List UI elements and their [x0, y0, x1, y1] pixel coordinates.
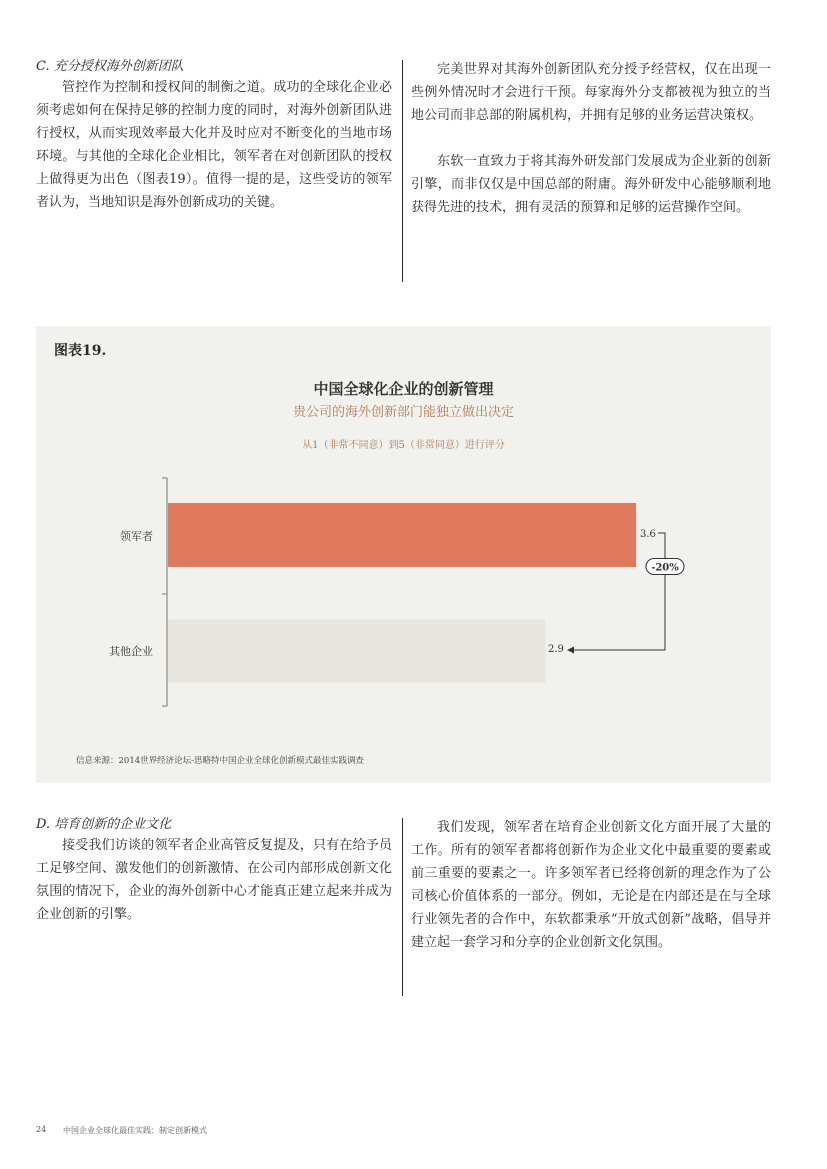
right-bottom-paragraph: 我们发现，领军者在培育企业创新文化方面开展了大量的工作。所有的领军者都将创新作为企业文化中最重要的要素或前三重要的要素之一。许多领军者已经将创新的理念作为了公司核心价值体系的一部分。例如，无论是在内部还是在与全球行业领先者的合作中，东软都秉承“开放式创新”战略，倡导并建立起一套学习和分享的企业创新文化氛围。	[411, 820, 771, 950]
right-top-paragraph-1: 完美世界对其海外创新团队充分授予经营权，仅在出现一些例外情况时才会进行干预。每家海外分支都被视为独立的当地公司而非总部的附属机构，并拥有足够的业务运营决策权。	[411, 62, 771, 123]
section-d-paragraph: 接受我们访谈的领军者企业高管反复提及，只有在给予员工足够空间、激发他们的创新激情、在公司内部形成创新文化氛围的情况下，企业的海外创新中心才能真正建立起来并成为企业创新的引擎。	[36, 838, 392, 922]
section-c-paragraph: 管控作为控制和授权间的制衡之道。成功的全球化企业必须考虑如何在保持足够的控制力度的同时，对海外创新团队进行授权，从而实现效率最大化并及时应对不断变化的当地市场环境。与其他的全球化企业相比，领军者在对创新团队的授权上做得更为出色（图表19）。值得一提的是，这些受访的领军者认为，当地知识是海外创新成功的关键。	[36, 80, 392, 210]
section-c-title: C. 充分授权海外创新团队	[36, 59, 184, 74]
value-label-leaders: 3.6	[640, 529, 656, 540]
right-bottom-column	[411, 816, 771, 954]
right-top-column	[411, 58, 771, 219]
bar-other-companies	[168, 620, 545, 682]
chart-title: 中国全球化企业的创新管理	[313, 380, 494, 398]
value-label-other: 2.9	[548, 644, 564, 655]
footer-title: 中国企业全球化最佳实践：制定创新模式	[63, 1126, 207, 1135]
page-number: 24	[36, 1125, 47, 1134]
column-divider-bottom	[402, 818, 403, 996]
chart-subtitle: 贵公司的海外创新部门能独立做出决定	[292, 405, 514, 420]
column-divider-top	[402, 60, 403, 282]
category-label-leaders: 领军者	[120, 530, 153, 543]
section-d-column	[36, 816, 392, 926]
figure-label: 图表19.	[54, 343, 107, 359]
bar-chart	[36, 326, 771, 783]
difference-label: -20%	[651, 562, 679, 574]
figure-source: 信息来源：2014世界经济论坛-思略特中国企业全球化创新模式最佳实践调查	[76, 756, 365, 766]
bar-leaders	[168, 503, 636, 567]
arrow-head-icon	[567, 647, 574, 654]
chart-scale-note: 从1（非常不同意）到5（非常同意）进行评分	[302, 440, 505, 451]
section-c-column	[36, 58, 392, 214]
right-top-paragraph-2: 东软一直致力于将其海外研发部门发展成为企业新的创新引擎，而非仅仅是中国总部的附庸。海外研发中心能够顺利地获得先进的技术，拥有灵活的预算和足够的运营操作空间。	[411, 154, 771, 215]
figure-19-panel	[36, 326, 771, 783]
category-label-other: 其他企业	[109, 645, 153, 658]
section-d-title: D. 培育创新的企业文化	[36, 817, 172, 832]
